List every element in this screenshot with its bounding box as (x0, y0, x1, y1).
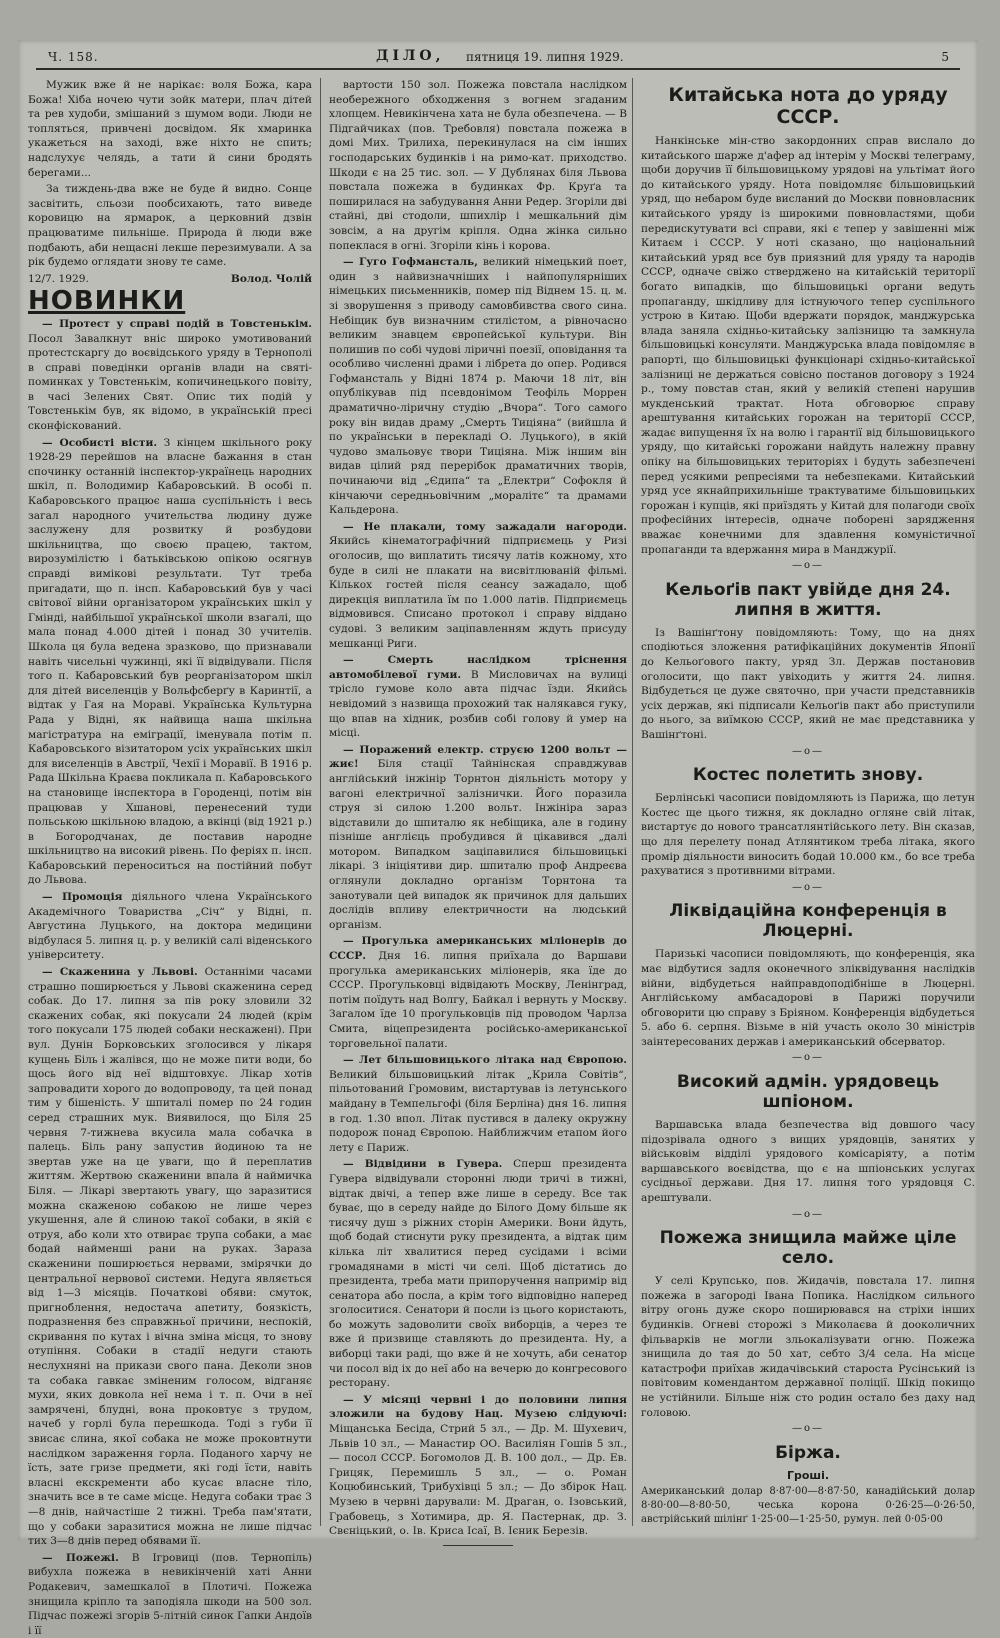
news-item-text: В Мисловичах на вулиці тріслo гумове коло авта підчас їзди. Якийсь невідомий з назвища прохожий так налякався гуку, що впав на хідник, розбив собі голову й умер на місці. (329, 668, 627, 740)
news-item (329, 743, 627, 933)
news-item-text: Міщанська Бесіда, Стрий 5 зл., — Др. М. Шухевич, Львів 10 зл., — Манастир ОО. Василіян Гошів 5 зл., — посол СССР. Богомолов Д. В. 100 дол., — Др. Ев. Грицяк, Перемишль 5 зл., — о. Роман Коцюбинський, Трибухівці 5 зл.; — До збірок Нац. Музею в червні дарували: М. Драган, о. Ізовський, Грабовець, з Хотимира, др. Я. Пастернак, др. З. Свєніцький, о. Ів. Криса Ісаї, В. Ієник Березів. (329, 1423, 627, 1538)
news-item-lead: — Особисті вісти. (42, 436, 158, 449)
news-item-lead: — Гуго Гофмансталь, (343, 256, 478, 269)
news-item (28, 890, 312, 963)
news-item-lead: — Не плакали, тому зажадали нагороди. (343, 520, 627, 533)
news-item-text: Великий більшовицький літак „Крила Совітів“, пільотований Громовим, вистартував із летунського майдану в Темпельгофі (біля Берліна) дня 16. липня в год. 1.30 впол. Літак пустився в далеку окружну подорож понад Європою. Найближчим етапом його лету є Париж. (329, 1068, 627, 1154)
page-number: 5 (941, 50, 950, 64)
news-item-text: В Ігровиці (пов. Тернопіль) вибухла пожежа в невикінченій хаті Анни Родакевич, замешкалої в Плотичі. Пожежа знищила кріпло та заподіяла шкоди на 500 зол. Підчас пожежі згорів 5-літній синок Гапки Андоїв і її (28, 1551, 313, 1637)
separator: —о— (791, 1423, 825, 1435)
news-item-lead: — Поражений електр. струєю 1200 вольт — жиє! (329, 743, 627, 771)
news-item-text: Сперш президента Гувера відвідували сторонні люди тричі в тижні, відтак двічі, а тепер вже лише в середу. Все так буває, що в середу найде до Білого Дому більше як тисячу душ з ріжних сторін Америки. Вони йдуть, щоб бодай стиснути руку президента, а відтак цим кількa літ хвалитися перед сусідами і всіми громадянами в місті чи селі. Щоб дістатись до президента, треба мати припоручення напримір від сенатора або посла, а крім того відповідно наперед зголоситися. Сенатори й посли із цього користають, бо можуть задоволити своїх виборців, а через те вже й призвище ставляють до президента. Ну, а виборці таки раді, що вже й не хочуть, аби сенатор чи посол від іх до неї або на вечерю до конгресового ресторану. (329, 1158, 627, 1390)
masthead (36, 48, 960, 70)
article-lucerne-conference: Паризькі часописи повідомляють, що конференція, яка має відбутися задля оконечного зліквідування наслідків війни, відбудеться найправдоподібніше в Люцерні. Англійському амбасадорові в Парижі поручили обговорити цю справу з Бріяном. Конференція відбудеться 5. або 6. серпня. Візьме в ній участь около 30 міністрів заінтересованих держав і американський обсерватор. (641, 948, 975, 1048)
exchange-subhead: Гроші. (786, 1468, 830, 1482)
news-item-text: діяльного члена Українського Академічного Товариства „Січ“ у Відні, п. Августина Луцького, на доктора медицини відбулася 5. липня ц. р. у великій салі віденського університету. (28, 891, 312, 962)
headline-costes: Костес полетить знову. (692, 765, 924, 786)
news-item-text: Біля стації Тайнінская справджував англійський інжінір Торнтон діяльність мотору у вагоні електричної залізнички. Його поразила струя зі силою 1.200 вольт. Інжініра зараз відставили до шпиталю як небіщика, але в годину пізніше англієць пробудився й цікавився „далі мотором. Випадком заціпавилися більшовицькі лікарі. З ініціятиви дир. шпиталю проф Андреєва оглянули докладно організм Торнтона та занотували цей випадок як причинок для дальших дослідів впливу електричности на людський організм. (329, 758, 627, 931)
news-item (329, 520, 627, 651)
news-item-lead: — Лет більшовицького літака над Європою. (343, 1054, 627, 1067)
news-item (329, 934, 627, 1051)
article-spy-official: Варшавська влада безпечества від довшого часу підозрівала одного з вищих урядовців, занятих у військовім відділі урядового комісаріяту, а потім варшавського воєвідства, що є на шпіонських услугах сусідньої держави. Дня 17. липня того урядовця С. арештували. (641, 1119, 975, 1205)
news-item (28, 965, 312, 1549)
news-item (329, 1053, 627, 1155)
issue-date: пятниця 19. липня 1929. (466, 50, 624, 64)
exchange-rates: Американський долар 8·87·00—8·87·50, канадійський долар 8·80·00—8·80·50, чеська корона 0·26·25—0·26·50, австрійський шілінґ 1·25·00—1·25·50, румун. лей 0·05·00 (641, 1486, 975, 1526)
news-item-text: Якийсь кінематографічний підприємець у Ризі оголосив, що виплатить тисячу латів кожному, хто буде в силі не плакати на висвітлюваній фільмі. Кількох гостей після сеансу зажадало, щоб дирекція виплатила їм по 1.000 латів. Підприємець відмовився. Списано протокол і справу віддано судові. З великим заціпавленням ждуть присуду мешканці Риги. (329, 535, 627, 650)
news-item (329, 78, 627, 253)
issue-number: Ч. 158. (48, 50, 99, 64)
news-list-col2 (329, 78, 627, 1539)
headline-lucerne-conference: Ліквідаційна конференція в Люцерні. (669, 901, 947, 942)
separator: —о— (791, 745, 825, 757)
essay-author: Волод. Чолій (230, 272, 312, 285)
separator: —о— (791, 881, 825, 893)
column-end-rule (443, 1545, 513, 1546)
separator: —о— (791, 1052, 825, 1064)
essay-paragraph-2: За тиждень-два вже не буде й видно. Сонце засвітить, сльози пообсихають, тато виведе коровицю на ярмарок, а церковний дзвін працюватиме пильніше. Природа й люди вже подбають, аби нещасні лекше перезимували. А за рік будемо оглядати знову те саме. (28, 183, 312, 269)
separator: —о— (791, 560, 825, 572)
news-item (28, 317, 312, 434)
news-list-col1 (28, 317, 312, 1638)
news-item-text: Останніми часами страшно поширюється у Львові скаженина серед собак. До 17. липня за пів року зловили 32 скажених собак, які покусали 24 людей (крім того покусали 175 людей собаки нескажені). При вул. Дунін Борковських зголосився у лікаря кущень Біль і жалівся, що не може пити води, бо щось його від неї відштовхує. Лікар хотів запровадити хорого до водопроводу, та цей понад тим у бішеність. У шпиталі помер по 24 годин серед страшних мук. Виявилося, що Біля 25 червня 7-тижнева вкусила мала собачка в палець. Біль рану запустив йодиною та не звертав уже на це уваги, що й переплатив життям. Жертвою скаженини впала й наймичка Біля. — Лікарі звертають увагу, що заразитися можна скаженою собакою не лише через укушення, але й слиною такої собаки, в якій є отруя, або коли хто отвирає трупа собаки, а має бодай найменші рани на руках. Зараза скаженини поширюється нервами, змірячки до центральної нервової системи. Недуга являється від 1—3 місяців. Початкові обяви: смуток, пригноблення, недостача апетиту, боязкість, подразнення без справжньої причини, неспокій, скривання по кутах і вічна зміна місця, то знову отупіння. Собаки в стадії недуги стають неслухняні на прикази свого пана. Деколи знов та собака гавкає зміненим голосом, відганяє мухи, яких довкола неї нема і т. п. Очи в неї замрячені, блудні, вона проковтує з трудом, начеб у горлі була перешкода. Тоді з губи її звисає слина, якої собака не може проковтнути наслідком зараження горла. Поданого харчу не їсть, зате гризе предмети, які годі їсти, навіть власні екскременти або кусає власне тіло, значить все в те саме місце. Недуга собаки трає 3—8 днів, найчастіше 2 тижні. Треба пам'ятати, що у собаки заразитися можна не лише підчас тих 3—8 днів перед обявами її. (28, 966, 312, 1548)
headline-exchange: Біржа. (775, 1442, 841, 1463)
news-item-lead: — Скаженина у Львові. (42, 966, 198, 979)
news-item-text: Посол Завалкнут вніс широко умотивований протестскаргу до воєвідського уряду в Тернополі в справі поведінки органів влади на святі-поминках у Товстенькім, копичинецького повіту, в часі Зелених Свят. Опис тих подій у Товстенькім був, як відомо, в українській пресі сконфіскований. (28, 332, 312, 433)
news-item-lead: — Пожежі. (42, 1551, 119, 1564)
article-china-note: Нанкінське мін-ство закордонних справ вислало до китайського шарже д'афер ад інтерім у Москві телеграму, щоби доручив її більшовицькому урядові на ультімат його до китайського уряду. Нота повідомляє більшовицький уряд, що небаром буде висланий до Москви повновласник китайського уряду із широкими повновластями, щоби передискутувати всі справи, які є тепер у завішенні між Китаєм і СССР. У ноті сказано, що національний китайський уряд все був приязний для уряду та народів СССР, одначе свіжо стверджено на китайській території богато випадків, що більшовицькі органи ведуть пропаганду, шкідливу для істнуючого тепер суспільного устрою в Китаю. Щоби вдержати порядок, манджурська влада заняла східньо-китайську залізницю та замкнула більшовицькі консуляти. Манджурська влада повідомляє в рапорті, що більшовицькі функціонарі східньо-китайської залізниці не держаться совісно постанов договору з 1924 р., тому повстав стан, який у великій степені нарушив мукденський трактат. Нота обговорює справу арештування китайських горожан на території СССР, жадає випущення їх на волю і гарантії від більшовицького уряду, що китайські горожани найдуть належну правну опіку на більшовицьких територіях і будуть забезпечені перед усякими репресіями та небезпеками. Китайський уряд усе якнайприхильніше трактуватиме більшовицьких горожан і купців, які приїздять у Китай для полагоди своїх професійних інтересів, одначе поборені зарядження вважає конечними для здавлення комуністичної пропаганди та вдержання мира в Манджурії. (641, 135, 975, 556)
news-item (329, 653, 627, 741)
article-costes: Берлінські часописи повідомляють із Парижа, що летун Костес ще цього тижня, як докладно огляне свій літак, вистартує до нового трансатлянтійського лету. Він сказав, що для перелету понад Атлянтиком треба літака, якого промір діяльности виносить бодай 10.000 км., бо все треба рахуватися з противними вітрами. (641, 792, 975, 878)
news-item-lead: — Прогулька американських міліонерів до СССР. (329, 935, 627, 963)
essay-paragraph-1: Мужик вже й не нарікає: воля Божа, кара Божа! Хіба ночею чути зойк матери, плач дітей та рев худоби, змішаний з шумом води. Люди не топляться, привчені досвідом. Як хмаринка укажеться на заході, вже ніхто не спить; надслухує челядь, а тати й сини бродять берегами... (28, 79, 312, 179)
article-village-fire: У селі Крупсько, пов. Жидачів, повстала 17. липня пожежа в загороді Івана Попика. Наслідком сильного вітру огонь дуже скоро поширювався на стріхи інших будинків. Огневі сторожі з Миколаєва й доокoличних фільварків не могли зльокалізувати огню. Пожежа знищила до тая до 50 хат, себто 3/4 села. На місце катастрофи приїхав жидачівський староста Русінський із повітовим комендантом державної поліції. Шкід покищо не устійнили. Більше ніж сто родин осталo без даху над головою. (641, 1275, 975, 1419)
news-item-lead: — Смерть наслідком тріснення автомобілевої гуми. (329, 654, 627, 681)
headline-village-fire: Пожежа знищила майже ціле село. (659, 1228, 957, 1269)
news-item-lead: — У місяці червні і до половини липня зложили на будову Нац. Музею слідуючі: (329, 1393, 627, 1421)
headline-kellogg-pact: Кельоґів пакт увійде дня 24. липня в життя. (665, 579, 951, 620)
column-1 (28, 78, 313, 1637)
news-item (28, 1551, 312, 1638)
news-item-lead: — Протест у справі подій в Товстенькім. (42, 317, 312, 330)
news-item-text: вартости 150 зол. Пожежа повстала наслідком необережного обходження з вогнем згаданим хлопцем. Невикінчена хата не була обезпечена. — В Підгайчиках (пов. Требовля) повстала пожежа в домі Мих. Трилиха, перекинулася на сім інших господарських будинків і на римо-кат. приходство. Шкоди є на 25 тис. зол. — У Дублянах біля Львова повстала пожежа в будинках Фр. Круґа та поширилася на забудування Анни Редер. Згоріли дві стайні, дві стодоли, шпихлір і мешкальний дім зовсім, а на другім кріпля. Одна жінка сильно попеклася в огні. Згоріли кінь і корова. (329, 79, 627, 252)
news-item-text: великий німецький поет, один з найвизначніших і найпопулярніших німецьких письменників, помер під Віднем 15. ц. м. зі зворушення з приводу самовбивства свого сина. Небіщик був визначним стилістом, а рівночасно великим знавцем європейської культури. Він полишив по собі чудові ліричні поезії, оповідання та особливо численні драми і лібрета до опер. Родився Гофмансталь у Відні 1874 р. Маючи 18 літ, він опублікував під псевдонімом Теофіль Моррен драматично-ліричну студію „Вчора“. Того самого року він видав драму „Смерть Тиціяна“ (вийшла й по українськи в перекладі О. Луцького), в якій чудово змальовує твори Тиціяна. Між іншим він видав цілий ряд перерібок драматичних творів, починаючи від „Єдипа“ та „Електри“ Софокля й кінчаючи середньовічним „моралітє“ та драмами Кальдерона. (329, 256, 627, 517)
news-item (329, 255, 627, 518)
news-item (28, 436, 312, 888)
section-title-novynky: НОВИНКИ (28, 286, 186, 317)
column-3 (632, 78, 975, 1526)
news-item-text: З кінцем шкільного року 1928-29 перейшов на власне бажання в стан спочинку останній інспектор-українець народних шкіл, п. Володимир Кабаровський. В особі п. Кабаровського працює наша суспільність і весь загал народного учительства людину дуже заслужену для розвитку й розбудови шкільництва, що своєю працею, тактом, вирозумілістю і батьківською опікою осягнув справді вимікові результати. Тут треба пригадати, що п. інсп. Кабаровський був у часі світової війни організатором українських шкіл у Гмінді, найбільшої української школи взагалі, що мала понад 4.000 дітей і понад 30 учителів. Школа ця була ведена зразково, що признавали навіть чисельні чужинці, які її відвідували. Після того п. Кабаровський був реорганізатором шкіл для дітей виселенців у Вольфсберґу в Каринтії, а відтак у Гая на Мораві. Українська Культурна Рада у Відні, як найвища наша шкільна магістратура на еміграції, іменувала потім п. Кабаровського візитатором усіх українських шкіл для виселенців в Австрії, Чехії і Моравії. В 1916 р. Рада Шкільна Краєва покликала п. Кабаровського на становище інспектора в Городенці, потім він працював у Хшанові, перенесений туди польською шкільною владою, а вкінці (від 1921 р.) в Богородчанах, де поставив народне шкільництво на високий рівень. По феріях п. інсп. Кабаровський переноситься на постійний побут до Львова. (28, 436, 312, 887)
column-2 (320, 78, 627, 1538)
newspaper-page (18, 40, 978, 1637)
newspaper-title: ДІЛО, (376, 48, 445, 64)
news-item (329, 1157, 627, 1391)
news-item (329, 1393, 627, 1539)
essay-date: 12/7. 1929. (28, 272, 89, 285)
news-item-text: Дня 16. липня приїхала до Варшави прогулька американських міліонерів, яка їде до СССР. Прогульковці відвідають Москву, Ленінград, потім поїдуть над Волгу, Байкал і вернуть у Москву. Загалом їде 10 прогульковців під проводом Чарлза Смита, віцепрезидента російсько-американської торговельної палати. (329, 950, 627, 1050)
headline-china-note: Китайська нота до уряду СССР. (668, 84, 948, 128)
news-item-lead: — Промоція (42, 891, 123, 904)
separator: —о— (791, 1208, 825, 1220)
news-item-lead: — Відвідини в Гувера. (343, 1158, 503, 1171)
essay-signature (28, 272, 312, 287)
headline-spy-official: Високий адмін. урядовець шпіоном. (676, 1072, 940, 1113)
article-kellogg-pact: Із Вашінґтону повідомляють: Тому, що на днях сподіються зложення ратифікаційних документів Японії до Кельоґового пакту, уряд Зл. Держав постановив оголосити, що пакт увіходить у життя 24. липня. Відбудеться це дуже святочно, при участи представників усіх держав, які підписали Кельоґів пакт або приступили до нього, за виїмкою СССР, який не має представника у Вашінґтоні. (641, 626, 975, 741)
